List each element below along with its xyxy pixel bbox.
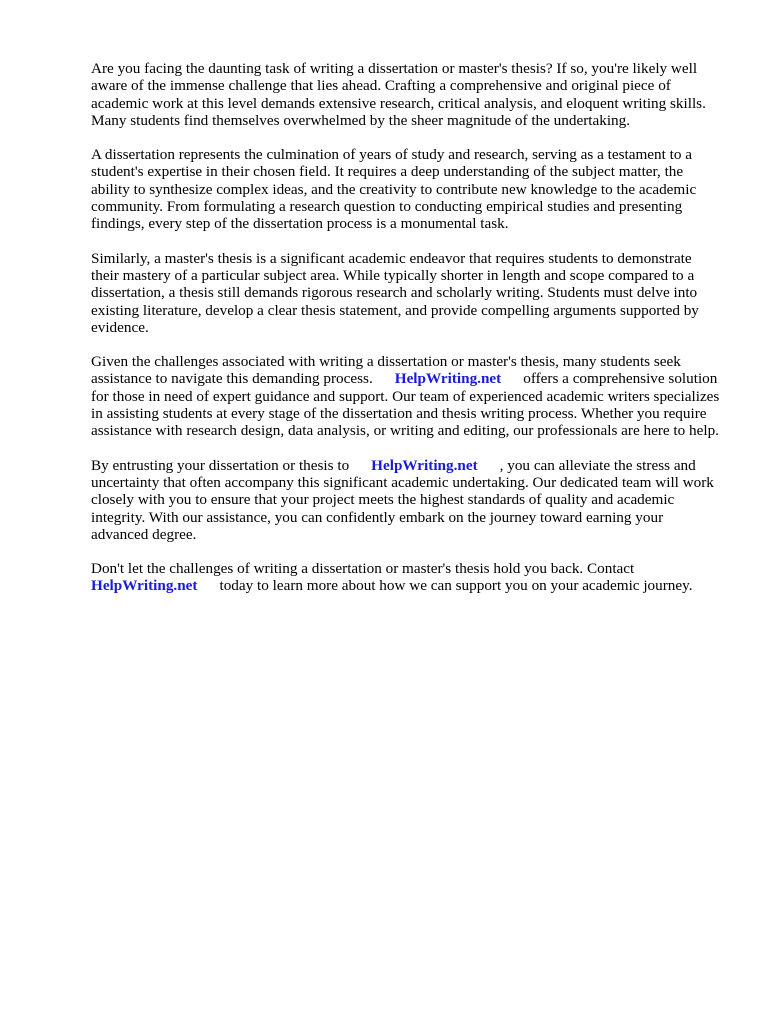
paragraph-intro-text: Are you facing the daunting task of writing a dissertation or master's thesis? If so, you're likely well aware of the immense challenge that lies ahead. Crafting a comprehensive and original piece of academic work at this level demands extensive research, critical analysis, and eloquent writing skills. Many students find themselves overwhelmed by the sheer magnitude of the undertaking. [91,60,706,129]
paragraph-service-text-after: offers a comprehensive solution for those in need of expert guidance and support. Our team of experienced academic writers specializes in assisting students at every stage of the dissertation and thesis writing process. Whether you require assistance with research design, data analysis, or writing and editing, our professionals are here to help. [91,370,720,440]
paragraph-entrust [91,457,723,543]
paragraph-contact [91,560,723,595]
paragraph-dissertation [91,146,723,232]
paragraph-intro [91,60,723,129]
paragraph-service-text-before: Given the challenges associated with writing a dissertation or master's thesis, many students seek assistance to navigate this demanding process. [91,353,681,388]
helpwriting-link[interactable]: HelpWriting.net [371,456,478,474]
paragraph-entrust-text-before: By entrusting your dissertation or thesis to [91,456,350,474]
paragraph-contact-text-before: Don't let the challenges of writing a dissertation or master's thesis hold you back. Contact [91,560,635,578]
paragraph-entrust-text-after: , you can alleviate the stress and uncertainty that often accompany this significant academic undertaking. Our dedicated team will work closely with you to ensure that your project meets the highest standards of quality and academic integrity. With our assistance, you can confidently embark on the journey toward earning your advanced degree. [91,456,714,543]
helpwriting-link[interactable]: HelpWriting.net [394,370,502,388]
paragraph-thesis-text: Similarly, a master's thesis is a significant academic endeavor that requires students to demonstrate their mastery of a particular subject area. While typically shorter in length and scope compared to a dissertation, a thesis still demands rigorous research and scholarly writing. Students must delve into existing literature, develop a clear thesis statement, and provide compelling arguments supported by evidence. [91,249,699,336]
document-page [91,60,723,612]
paragraph-contact-text-after: today to learn more about how we can support you on your academic journey. [219,577,693,595]
paragraph-thesis [91,250,723,336]
paragraph-service [91,353,723,439]
paragraph-dissertation-text: A dissertation represents the culmination of years of study and research, serving as a testament to a student's expertise in their chosen field. It requires a deep understanding of the subject matter, the ability to synthesize complex ideas, and the creativity to contribute new knowledge to the academic community. From formulating a research question to conducting empirical studies and presenting findings, every step of the dissertation process is a monumental task. [91,146,697,233]
helpwriting-link[interactable]: HelpWriting.net [91,577,198,595]
